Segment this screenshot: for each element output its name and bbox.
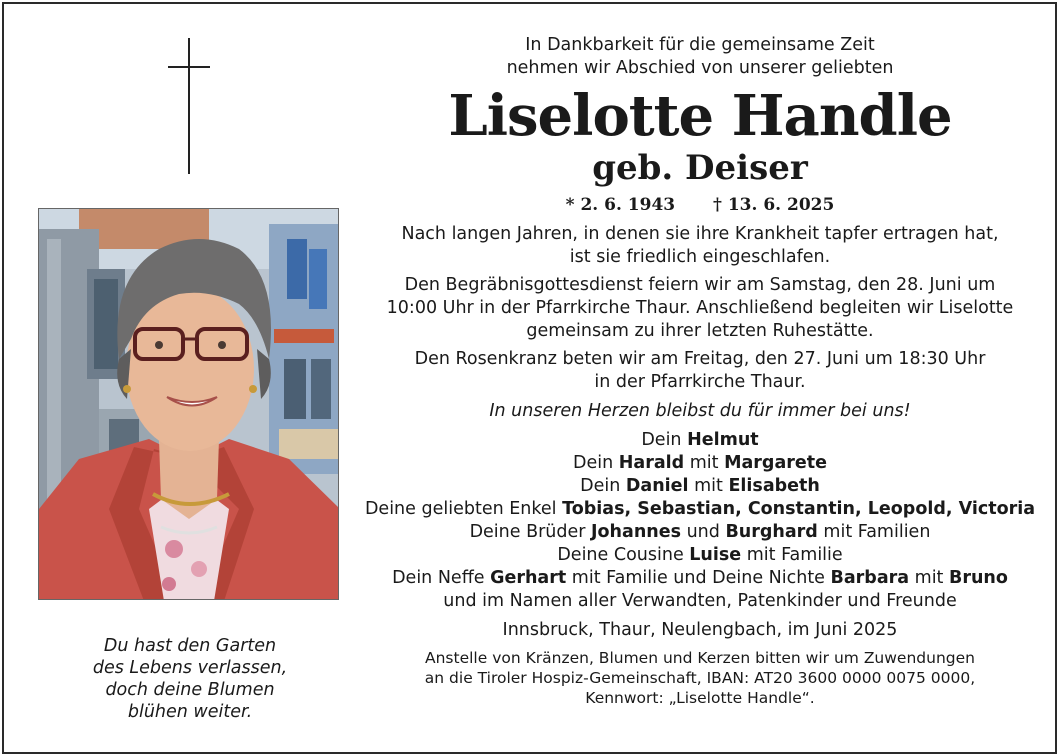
poem-line: des Lebens verlassen, [92,658,288,678]
memorial-poem [40,635,340,723]
family-line: Deine geliebten Enkel Tobias, Sebastian, Constantin, Leopold, Victoria [364,499,1036,519]
family-line: Dein Helmut [641,430,759,450]
note-line: Anstelle von Kränzen, Blumen und Kerzen bitten wir um Zuwendungen [425,649,975,667]
birth-date: * 2. 6. 1943 [565,195,676,215]
family-line: Deine Brüder Johannes und Burghard mit Familien [469,522,931,542]
paragraph-passing [360,223,1040,269]
portrait-photo [38,208,339,600]
text-line: Den Rosenkranz beten wir am Freitag, den 27. Juni um 18:30 Uhr [414,349,986,369]
text-line: Den Begräbnisgottesdienst feiern wir am Samstag, den 28. Juni um [404,275,996,295]
intro-text [360,34,1040,80]
family-line: Dein Harald mit Margarete [572,453,828,473]
family-line: Dein Neffe Gerhart mit Familie und Deine Nichte Barbara mit Bruno [392,568,1008,588]
donation-note [360,648,1040,708]
intro-line: In Dankbarkeit für die gemeinsame Zeit [525,35,875,55]
place-date: Innsbruck, Thaur, Neulengbach, im Juni 2025 [502,620,898,640]
poem-line: doch deine Blumen [105,680,275,700]
remembrance-line: In unseren Herzen bleibst du für immer bei uns! [489,401,911,421]
poem-line: Du hast den Garten [103,636,277,656]
text-line: 10:00 Uhr in der Pfarrkirche Thaur. Anschließend begleiten wir Liselotte [386,298,1014,318]
note-line: Kennwort: „Liselotte Handle“. [585,689,815,707]
paragraph-funeral [360,274,1040,343]
family-line: Deine Cousine Luise mit Familie [557,545,843,565]
maiden-name: geb. Deiser [592,148,808,188]
note-line: an die Tiroler Hospiz-Gemeinschaft, IBAN: AT20 3600 0000 0075 0000, [424,669,976,687]
death-date: † 13. 6. 2025 [713,195,835,215]
paragraph-rosary [360,348,1040,394]
text-line: in der Pfarrkirche Thaur. [594,372,806,392]
family-list [360,429,1040,613]
intro-line: nehmen wir Abschied von unserer geliebten [506,58,894,78]
cross-icon [168,38,210,174]
poem-line: blühen weiter. [127,702,253,722]
text-line: ist sie friedlich eingeschlafen. [569,247,831,267]
life-dates [360,192,1040,218]
family-line: Dein Daniel mit Elisabeth [580,476,820,496]
notice-body [360,34,1040,708]
family-line: und im Namen aller Verwandten, Patenkinder und Freunde [443,591,957,611]
deceased-name: Liselotte Handle [448,83,952,149]
text-line: Nach langen Jahren, in denen sie ihre Krankheit tapfer ertragen hat, [401,224,999,244]
text-line: gemeinsam zu ihrer letzten Ruhestätte. [526,321,874,341]
